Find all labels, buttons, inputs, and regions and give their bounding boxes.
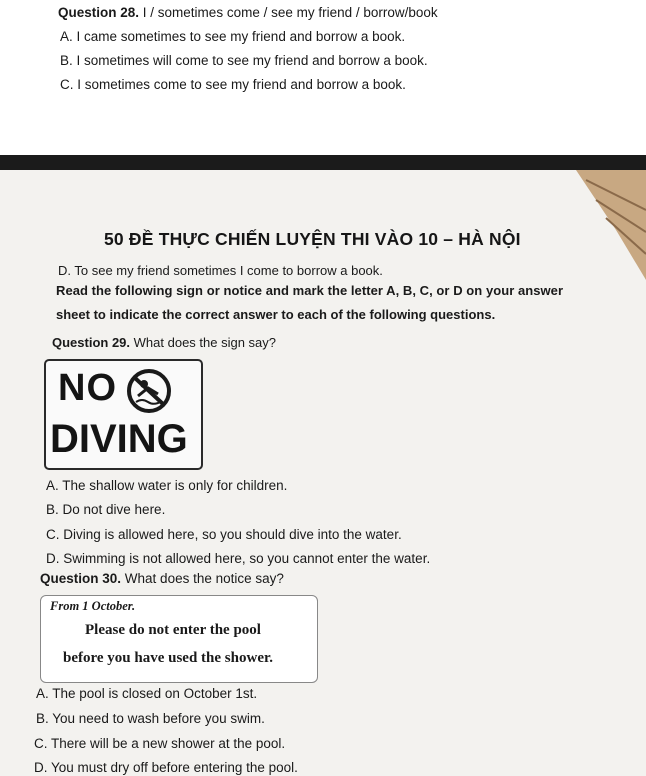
sign-word-diving: DIVING xyxy=(50,417,188,461)
q29-option-b[interactable]: B. Do not dive here. xyxy=(46,502,166,517)
sign-word-no: NO xyxy=(58,367,117,409)
q30-option-c[interactable]: C. There will be a new shower at the pool. xyxy=(34,736,286,751)
q29-label: Question 29. xyxy=(52,335,131,350)
notice-line-2: before you have used the shower. xyxy=(63,650,274,666)
q28-label: Question 28. xyxy=(58,5,140,20)
no-diving-sign xyxy=(44,359,203,470)
q29-title xyxy=(52,335,276,350)
no-diving-icon xyxy=(124,368,174,414)
page-corner-decoration xyxy=(576,170,646,280)
pool-notice xyxy=(40,595,318,683)
q30-option-a[interactable]: A. The pool is closed on October 1st. xyxy=(36,686,258,701)
q30-option-d[interactable]: D. You must dry off before entering the pool. xyxy=(34,760,298,775)
q30-label: Question 30. xyxy=(40,571,122,586)
q29-option-a[interactable]: A. The shallow water is only for children. xyxy=(46,478,288,493)
q30-prompt: What does the notice say? xyxy=(124,571,284,586)
q28-option-b[interactable]: B. I sometimes will come to see my friend and borrow a book. xyxy=(60,53,428,68)
q30-title xyxy=(40,571,284,586)
q28-title xyxy=(58,5,438,20)
q29-option-d[interactable]: D. Swimming is not allowed here, so you cannot enter the water. xyxy=(46,551,431,566)
q29-option-c[interactable]: C. Diving is allowed here, so you should dive into the water. xyxy=(46,527,402,542)
page-divider xyxy=(0,155,646,170)
instruction-line-2: sheet to indicate the correct answer to each of the following questions. xyxy=(56,307,496,322)
notice-line-1: Please do not enter the pool xyxy=(85,622,261,638)
q28-option-c[interactable]: C. I sometimes come to see my friend and borrow a book. xyxy=(60,77,406,92)
notice-date: From 1 October. xyxy=(50,599,136,613)
q28-option-a[interactable]: A. I came sometimes to see my friend and borrow a book. xyxy=(60,29,406,44)
q28-option-d[interactable]: D. To see my friend sometimes I come to borrow a book. xyxy=(58,263,383,278)
q29-prompt: What does the sign say? xyxy=(133,335,277,350)
q30-option-b[interactable]: B. You need to wash before you swim. xyxy=(36,711,265,726)
instruction-line-1: Read the following sign or notice and mark the letter A, B, C, or D on your answer xyxy=(56,283,564,298)
q28-prompt: I / sometimes come / see my friend / borrow/book xyxy=(142,5,438,20)
book-header-title: 50 ĐỀ THỰC CHIẾN LUYỆN THI VÀO 10 – HÀ NỘI xyxy=(104,229,521,249)
